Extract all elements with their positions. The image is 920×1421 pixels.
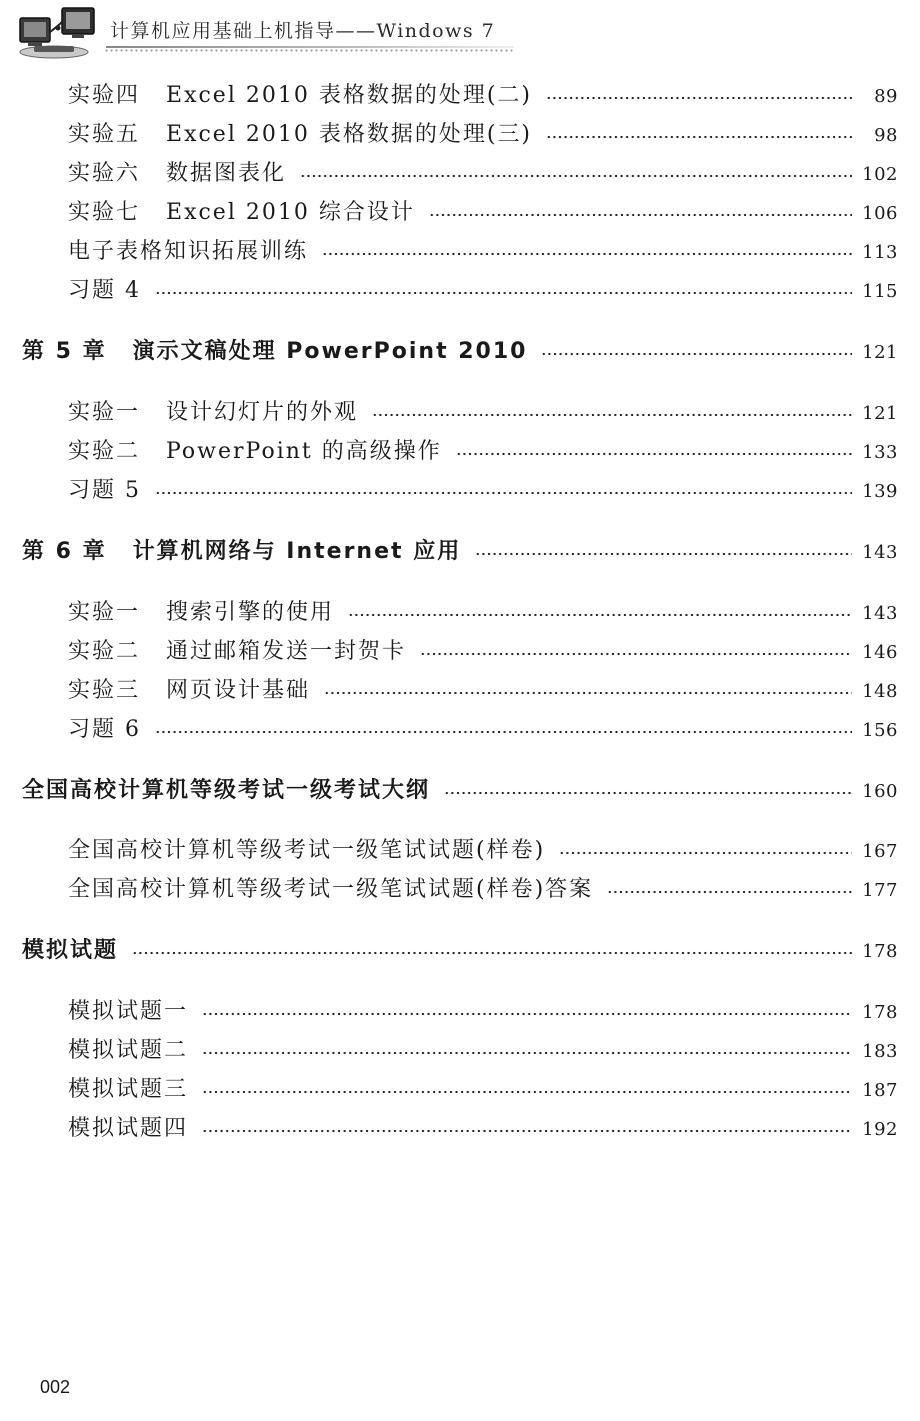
toc-page-number: 148 — [862, 681, 898, 702]
toc-title — [68, 156, 286, 187]
toc-page-number: 106 — [862, 203, 898, 224]
toc-text: PowerPoint 的高级操作 — [166, 439, 442, 464]
toc-entry-row[interactable] — [68, 434, 898, 464]
toc-page-number: 143 — [862, 603, 898, 624]
toc-title — [68, 994, 188, 1025]
toc-entry-row[interactable] — [68, 395, 898, 425]
toc-text: 模拟试题四 — [68, 1116, 189, 1141]
toc-title — [22, 773, 430, 804]
toc-dot-leader — [155, 491, 852, 495]
toc-title — [22, 334, 527, 365]
toc-dot-leader — [132, 951, 852, 955]
toc-page-number: 183 — [862, 1041, 898, 1062]
toc-page-number: 160 — [862, 781, 898, 802]
toc-label: 实验四 — [68, 83, 141, 108]
header-rule — [106, 46, 514, 48]
toc-text: Excel 2010 综合设计 — [166, 200, 415, 225]
toc-text: 习题 5 — [68, 478, 141, 503]
toc-text: Excel 2010 表格数据的处理(二) — [166, 83, 533, 108]
toc-title — [68, 117, 532, 148]
toc-page-number: 139 — [862, 481, 898, 502]
toc-dot-leader — [202, 1051, 852, 1055]
toc-page-number: 133 — [862, 442, 898, 463]
toc-dot-leader — [541, 352, 852, 356]
toc-title — [68, 273, 141, 304]
toc-entry-row[interactable] — [68, 1111, 898, 1141]
toc-title — [68, 473, 141, 504]
toc-page-number: 156 — [862, 720, 898, 741]
toc-title — [68, 634, 406, 665]
toc-page-number: 177 — [862, 880, 898, 901]
toc-page-number: 192 — [862, 1119, 898, 1140]
toc-title — [68, 1111, 188, 1142]
toc-title — [68, 872, 593, 903]
toc-dot-leader — [456, 452, 852, 456]
toc-text: 模拟试题三 — [68, 1077, 189, 1102]
toc-page-number: 113 — [862, 242, 898, 263]
toc-title — [68, 595, 334, 626]
toc-text: 模拟试题一 — [68, 999, 189, 1024]
toc-dot-leader — [155, 730, 852, 734]
toc-entry-row[interactable] — [68, 994, 898, 1024]
toc-dot-leader — [372, 413, 852, 417]
toc-label: 实验三 — [68, 678, 141, 703]
toc-text: 设计幻灯片的外观 — [166, 400, 359, 425]
toc-title — [68, 195, 415, 226]
toc-label: 实验二 — [68, 439, 141, 464]
page-number: 002 — [40, 1377, 71, 1397]
toc-title — [68, 673, 310, 704]
toc-entry-row[interactable] — [68, 1072, 898, 1102]
toc-title — [68, 1033, 188, 1064]
toc-chapter-row[interactable] — [22, 933, 898, 963]
computer-logo-icon — [14, 2, 104, 60]
toc-text: 计算机网络与 Internet 应用 — [132, 539, 462, 564]
toc-title — [68, 712, 141, 743]
toc-entry-row[interactable] — [68, 1033, 898, 1063]
toc-page-number: 102 — [862, 164, 898, 185]
toc-title — [68, 1072, 188, 1103]
toc-dot-leader — [300, 174, 852, 178]
toc-page-number: 178 — [862, 1002, 898, 1023]
toc-title — [68, 395, 358, 426]
toc-title — [22, 534, 461, 565]
toc-page-number: 89 — [874, 86, 898, 107]
toc-entry-row[interactable] — [68, 273, 898, 303]
toc-label: 实验一 — [68, 600, 141, 625]
book-title: 计算机应用基础上机指导——Windows 7 — [110, 20, 496, 42]
toc-title — [68, 234, 308, 265]
toc-page-number: 187 — [862, 1080, 898, 1101]
toc-label: 实验五 — [68, 122, 141, 147]
toc-entry-row[interactable] — [68, 234, 898, 264]
toc-dot-leader — [607, 890, 852, 894]
toc-page-number: 167 — [862, 841, 898, 862]
toc-title — [22, 933, 118, 964]
toc-text: 全国高校计算机等级考试一级笔试试题(样卷)答案 — [68, 877, 594, 902]
toc-page-number: 146 — [862, 642, 898, 663]
toc-label: 实验七 — [68, 200, 141, 225]
toc-text: 演示文稿处理 PowerPoint 2010 — [132, 339, 528, 364]
toc-page-number: 115 — [862, 281, 898, 302]
toc-text: 模拟试题 — [22, 938, 119, 963]
toc-entry-row[interactable] — [68, 872, 898, 902]
toc-title — [68, 434, 442, 465]
toc-dot-leader — [559, 851, 852, 855]
toc-dot-leader — [322, 252, 852, 256]
toc-dot-leader — [202, 1012, 852, 1016]
toc-chapter-row[interactable] — [22, 773, 898, 803]
toc-dot-leader — [546, 135, 854, 139]
toc-text: 模拟试题二 — [68, 1038, 189, 1063]
toc-entry-row[interactable] — [68, 595, 898, 625]
toc-dot-leader — [475, 552, 852, 556]
toc-label: 实验一 — [68, 400, 141, 425]
toc-dot-leader — [429, 213, 852, 217]
toc-dot-leader — [444, 791, 852, 795]
toc-text: 全国高校计算机等级考试一级笔试试题(样卷) — [68, 838, 546, 863]
toc-entry-row[interactable] — [68, 78, 898, 108]
toc-text: 全国高校计算机等级考试一级考试大纲 — [22, 778, 431, 803]
toc-text: Excel 2010 表格数据的处理(三) — [166, 122, 533, 147]
toc-text: 网页设计基础 — [166, 678, 311, 703]
toc-text: 电子表格知识拓展训练 — [68, 239, 309, 264]
toc-entry-row[interactable] — [68, 117, 898, 147]
toc-title — [68, 78, 532, 109]
toc-dot-leader — [202, 1090, 852, 1094]
toc-dot-leader — [155, 291, 852, 295]
page-header — [0, 0, 920, 62]
toc-text: 习题 6 — [68, 717, 141, 742]
toc-dot-leader — [546, 96, 854, 100]
toc-dot-leader — [420, 652, 852, 656]
toc-label: 实验二 — [68, 639, 141, 664]
toc-dot-leader — [348, 613, 852, 617]
toc-text: 数据图表化 — [166, 161, 287, 186]
toc-text: 通过邮箱发送一封贺卡 — [166, 639, 407, 664]
toc-text: 习题 4 — [68, 278, 141, 303]
toc-page-number: 98 — [874, 125, 898, 146]
toc-text: 搜索引擎的使用 — [166, 600, 335, 625]
toc-entry-row[interactable] — [68, 195, 898, 225]
toc-entry-row[interactable] — [68, 833, 898, 863]
toc-title — [68, 833, 545, 864]
toc-chapter-row[interactable] — [22, 334, 898, 364]
toc-chapter-row[interactable] — [22, 534, 898, 564]
toc-entry-row[interactable] — [68, 634, 898, 664]
toc-entry-row[interactable] — [68, 712, 898, 742]
toc-entry-row[interactable] — [68, 673, 898, 703]
header-dotted-line — [104, 49, 514, 52]
toc-page-number: 121 — [862, 403, 898, 424]
toc-page-number: 178 — [862, 941, 898, 962]
toc-entry-row[interactable] — [68, 156, 898, 186]
toc-page-number: 143 — [862, 542, 898, 563]
toc-dot-leader — [202, 1129, 852, 1133]
toc-dot-leader — [324, 691, 852, 695]
toc-label: 第 6 章 — [22, 539, 107, 564]
toc-page-number: 121 — [862, 342, 898, 363]
toc-label: 实验六 — [68, 161, 141, 186]
toc-label: 第 5 章 — [22, 339, 107, 364]
toc-entry-row[interactable] — [68, 473, 898, 503]
